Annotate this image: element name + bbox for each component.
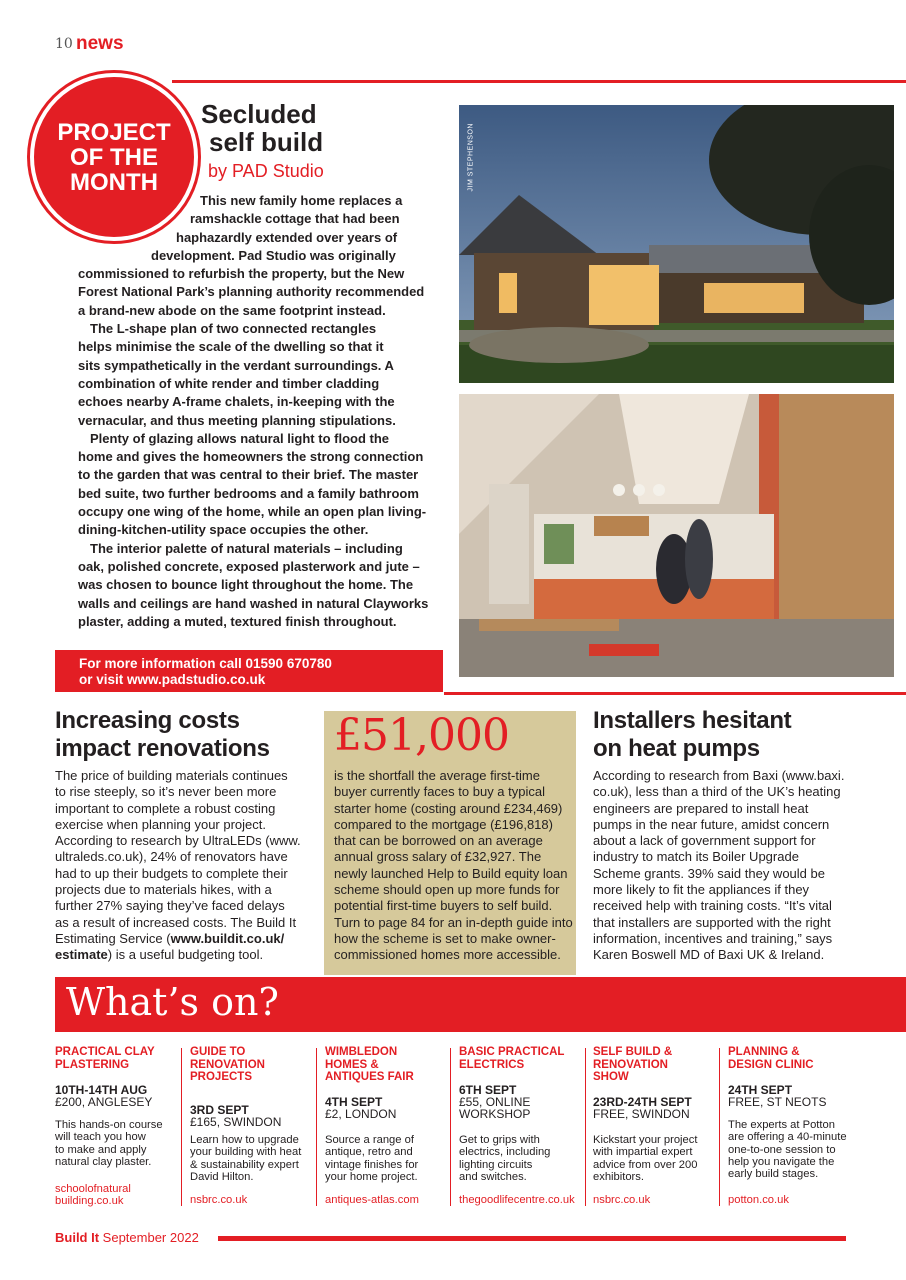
body-line: The interior palette of natural materials – including	[90, 540, 403, 556]
desc-line: with impartial expert	[593, 1146, 693, 1159]
event-listing	[325, 1046, 453, 1206]
body-line: to the garden that was central to their brief. The master	[78, 467, 419, 483]
event-listing	[593, 1046, 721, 1206]
event-title-line: DESIGN CLINIC	[728, 1058, 814, 1071]
body-line	[55, 931, 315, 947]
body-line: was chosen to bounce light throughout the home. The	[78, 577, 414, 593]
headline-line: Increasing costs	[55, 707, 240, 734]
desc-line: Kickstart your project	[593, 1134, 698, 1146]
event-description	[459, 1134, 550, 1183]
desc-line: Source a range of	[325, 1134, 414, 1146]
event-title-line: PROJECTS	[190, 1071, 252, 1083]
body-line: co.uk), less than a third of the UK’s heating	[593, 784, 841, 800]
event-title-line: RENOVATION	[593, 1058, 668, 1071]
event-listing	[190, 1046, 318, 1206]
body-line: scheme should open up more funds for	[334, 882, 560, 898]
event-title-line: SELF BUILD &	[593, 1046, 673, 1058]
estimate-link[interactable]: www.buildit.co.uk/	[170, 930, 285, 946]
project-info-box	[55, 650, 443, 692]
event-link[interactable]	[325, 1194, 419, 1206]
body-line: as a result of increased costs. The Build It	[55, 914, 297, 930]
info-line: or visit www.padstudio.co.uk	[79, 672, 266, 687]
body-line: Forest National Park’s planning authority recommended	[78, 284, 425, 300]
credit-text: JIM STEPHENSON	[467, 123, 475, 192]
event-title-line: SHOW	[593, 1071, 629, 1083]
event-title-line: BASIC PRACTICAL	[459, 1046, 565, 1058]
body-line: Turn to page 84 for an in-depth guide into	[334, 914, 573, 930]
body-line: commissioned homes more accessible.	[334, 947, 561, 963]
body-line: annual gross salary of £32,927. The	[334, 849, 542, 865]
desc-line: advice from over 200	[593, 1158, 698, 1171]
body-line: compared to the mortgage (£196,818)	[334, 816, 553, 832]
event-title	[325, 1046, 453, 1084]
body-line: information, incentives and training,” says	[593, 930, 833, 946]
event-place: £165, SWINDON	[190, 1115, 282, 1129]
headline-line: Installers hesitant	[593, 707, 792, 734]
desc-line: early build stages.	[728, 1168, 819, 1181]
desc-line: electrics, including	[459, 1146, 551, 1159]
link-line[interactable]: potton.co.uk	[728, 1194, 789, 1206]
info-line: For more information call 01590 670780	[79, 656, 332, 671]
body-line: had to up their budgets to complete their	[55, 865, 288, 881]
whats-on-title: What’s on?	[66, 980, 279, 1024]
headline-line: impact renovations	[55, 735, 270, 762]
link-line[interactable]: thegoodlifecentre.co.uk	[459, 1194, 575, 1206]
stat-body	[334, 768, 574, 964]
event-place: £55, ONLINE	[459, 1095, 531, 1109]
body-line: Karen Boswell MD of Baxi UK & Ireland.	[593, 947, 825, 963]
event-description	[325, 1134, 418, 1183]
body-line: home and gives the homeowners the strong connection	[78, 449, 424, 465]
estimate-link[interactable]: estimate	[55, 947, 108, 963]
event-place: £2, LONDON	[325, 1107, 397, 1121]
event-title-line: WIMBLEDON	[325, 1046, 398, 1058]
title-line: self build	[209, 127, 324, 157]
body-line: According to research from Baxi (www.baxi.	[593, 768, 845, 783]
body-line: The price of building materials continues	[55, 768, 288, 783]
body-line: that installers are supported with the right	[593, 914, 831, 930]
badge-line: OF THE	[70, 143, 158, 171]
body-line: dining-kitchen-utility space occupies the other.	[78, 522, 369, 538]
body-line: occupy one wing of the home, while an open plan living-	[78, 504, 427, 520]
event-description	[728, 1119, 847, 1180]
project-byline: by PAD Studio	[208, 161, 324, 181]
body-line: bed suite, two further bedrooms and a family bathroom	[78, 485, 419, 501]
body-line	[55, 947, 315, 963]
right-rule	[444, 692, 906, 695]
event-link[interactable]	[728, 1194, 789, 1206]
link-line[interactable]: nsbrc.co.uk	[190, 1194, 248, 1206]
heatpumps-body	[593, 768, 853, 964]
event-date: 4TH SEPT	[325, 1095, 383, 1109]
event-date: 10TH-14TH AUG	[55, 1083, 148, 1097]
event-place: FREE, SWINDON	[593, 1107, 690, 1121]
body-line: starter home (costing around £234,469)	[334, 800, 563, 816]
interior-photo	[459, 394, 894, 677]
event-date: 3RD SEPT	[190, 1103, 249, 1117]
body-line: combination of white render and timber cladding	[78, 375, 380, 391]
desc-line: help you navigate the	[728, 1155, 835, 1168]
desc-line: vintage finishes for	[325, 1158, 419, 1171]
body-line: walls and ceilings are hand washed in natural Clayworks	[78, 595, 429, 611]
costs-headline	[55, 707, 270, 763]
event-title-line: GUIDE TO	[190, 1046, 246, 1058]
desc-line: The experts at Potton	[728, 1119, 835, 1131]
body-line: about a lack of government support for	[593, 833, 816, 849]
costs-body	[55, 768, 315, 964]
event-place: FREE, ST NEOTS	[728, 1095, 827, 1109]
body-line: how the scheme is set to make owner-	[334, 930, 556, 946]
section-label: news	[76, 33, 124, 54]
desc-line: and switches.	[459, 1170, 527, 1183]
body-line: further 27% saying they’ve faced delays	[55, 898, 285, 914]
badge-line: PROJECT	[57, 118, 171, 146]
body-line: to rise steeply, so it’s never been more	[55, 784, 277, 800]
body-line: sits sympathetically in the verdant surroundings. A	[78, 357, 394, 373]
link-line[interactable]: nsbrc.co.uk	[593, 1194, 651, 1206]
project-body	[78, 192, 450, 631]
desc-line: one-to-one session to	[728, 1143, 836, 1156]
body-line: haphazardly extended over years of	[176, 229, 398, 245]
exterior-photo	[459, 105, 894, 383]
footer-brand: Build It	[55, 1230, 100, 1245]
body-line: echoes nearby A-frame chalets, in-keeping with the	[78, 394, 395, 410]
event-title	[728, 1046, 856, 1071]
event-title-line: ELECTRICS	[459, 1058, 525, 1071]
event-date: 24TH SEPT	[728, 1083, 793, 1097]
body-line: According to research by UltraLEDs (www.	[55, 833, 301, 849]
body-line: newly launched Help to Build equity loan	[334, 865, 568, 881]
body-line: projects due to materials hikes, with a	[55, 882, 272, 898]
event-title	[459, 1046, 587, 1071]
event-title-line: PLANNING &	[728, 1046, 800, 1058]
desc-line: your home project.	[325, 1170, 418, 1183]
body-line: potential first-time buyers to self build.	[334, 898, 553, 914]
column-divider	[585, 1048, 586, 1206]
column-divider	[316, 1048, 317, 1206]
event-place: £200, ANGLESEY	[55, 1095, 153, 1109]
body-line: is the shortfall the average first-time	[334, 768, 540, 783]
event-listing	[728, 1046, 856, 1206]
column-divider	[450, 1048, 451, 1206]
body-line: Scheme grants. 39% said they would be	[593, 865, 825, 881]
desc-line: will teach you how	[55, 1131, 146, 1144]
body-line: industry to match its Boiler Upgrade	[593, 849, 799, 865]
body-line: development. Pad Studio was originally	[151, 247, 396, 263]
event-title-line: PRACTICAL CLAY	[55, 1046, 155, 1058]
desc-line: & sustainability expert	[190, 1158, 299, 1171]
desc-line: Get to grips with	[459, 1134, 540, 1146]
body-line: Plenty of glazing allows natural light to flood the	[90, 430, 389, 446]
event-title	[593, 1046, 721, 1084]
event-title	[190, 1046, 318, 1084]
event-listing	[459, 1046, 587, 1206]
event-listing	[55, 1046, 183, 1208]
body-line: engineers are prepared to install heat	[593, 800, 809, 816]
desc-line: your building with heat	[190, 1146, 302, 1159]
desc-line: This hands-on course	[55, 1119, 163, 1131]
title-line: Secluded	[201, 99, 317, 129]
body-line: a brand-new abode on the same footprint instead.	[78, 302, 386, 318]
body-line: important to complete a robust costing	[55, 800, 276, 816]
body-line: ramshackle cottage that had been	[190, 211, 400, 227]
event-title	[55, 1046, 183, 1071]
stat-number: £51,000	[334, 710, 509, 761]
body-line: commissioned to refurbish the property, but the New	[78, 266, 405, 282]
body-line: that can be borrowed on an average	[334, 833, 543, 849]
desc-line: lighting circuits	[459, 1158, 533, 1171]
event-title-line: RENOVATION	[190, 1058, 265, 1071]
link-line[interactable]: building.co.uk	[55, 1195, 124, 1208]
desc-line: Learn how to upgrade	[190, 1134, 299, 1146]
body-line: pumps in the near future, amidst concern	[593, 816, 830, 832]
desc-line: to make and apply	[55, 1143, 147, 1156]
desc-line: antique, retro and	[325, 1146, 413, 1159]
event-link[interactable]	[55, 1183, 131, 1208]
desc-line: are offering a 40-minute	[728, 1131, 847, 1144]
event-title-line: ANTIQUES FAIR	[325, 1071, 414, 1083]
event-date: 6TH SEPT	[459, 1083, 517, 1097]
event-link[interactable]	[190, 1194, 247, 1206]
body-line: This new family home replaces a	[200, 193, 403, 208]
body-line: helps minimise the scale of the dwelling so that it	[78, 339, 384, 355]
event-place: WORKSHOP	[459, 1107, 531, 1121]
event-date: 23RD-24TH SEPT	[593, 1095, 692, 1109]
project-title	[201, 100, 441, 156]
body-line: buyer currently faces to buy a typical	[334, 784, 545, 800]
desc-line: exhibitors.	[593, 1170, 644, 1183]
event-title-line: PLASTERING	[55, 1058, 130, 1071]
event-description	[593, 1134, 697, 1183]
column-divider	[181, 1048, 182, 1206]
body-line: oak, polished concrete, exposed plasterwork and jute –	[78, 558, 420, 574]
body-line: vernacular, and thus meeting planning stipulations.	[78, 412, 396, 428]
body-line: ultraleds.co.uk), 24% of renovators have	[55, 849, 288, 865]
event-title-line: HOMES &	[325, 1058, 379, 1071]
event-link[interactable]	[593, 1194, 650, 1206]
desc-line: David Hilton.	[190, 1170, 254, 1183]
column-divider	[719, 1048, 720, 1206]
page-number: 10	[55, 36, 73, 52]
body-line: more likely to fit the appliances if they	[593, 882, 810, 898]
text-run: ) is a useful budgeting tool.	[107, 947, 264, 963]
headline-line: on heat pumps	[593, 735, 760, 762]
footer-issue: September 2022	[102, 1230, 199, 1245]
body-line: plaster, adding a muted, textured finish throughout.	[78, 613, 397, 629]
event-description	[55, 1119, 163, 1168]
footer	[55, 1230, 199, 1245]
body-line: received help with training costs. “It’s vital	[593, 898, 832, 914]
photo-credit	[462, 108, 475, 192]
body-line: The L-shape plan of two connected rectangles	[90, 321, 377, 337]
desc-line: natural clay plaster.	[55, 1155, 152, 1168]
badge-line: MONTH	[70, 168, 158, 196]
heatpumps-headline	[593, 707, 791, 763]
link-line[interactable]: antiques-atlas.com	[325, 1194, 419, 1206]
text-run: Estimating Service (	[55, 930, 171, 946]
link-line[interactable]: schoolofnatural	[55, 1183, 131, 1195]
footer-rule	[218, 1236, 846, 1241]
top-rule	[172, 80, 906, 83]
event-description	[190, 1134, 301, 1183]
body-line: exercise when planning your project.	[55, 816, 267, 832]
event-link[interactable]	[459, 1194, 575, 1206]
